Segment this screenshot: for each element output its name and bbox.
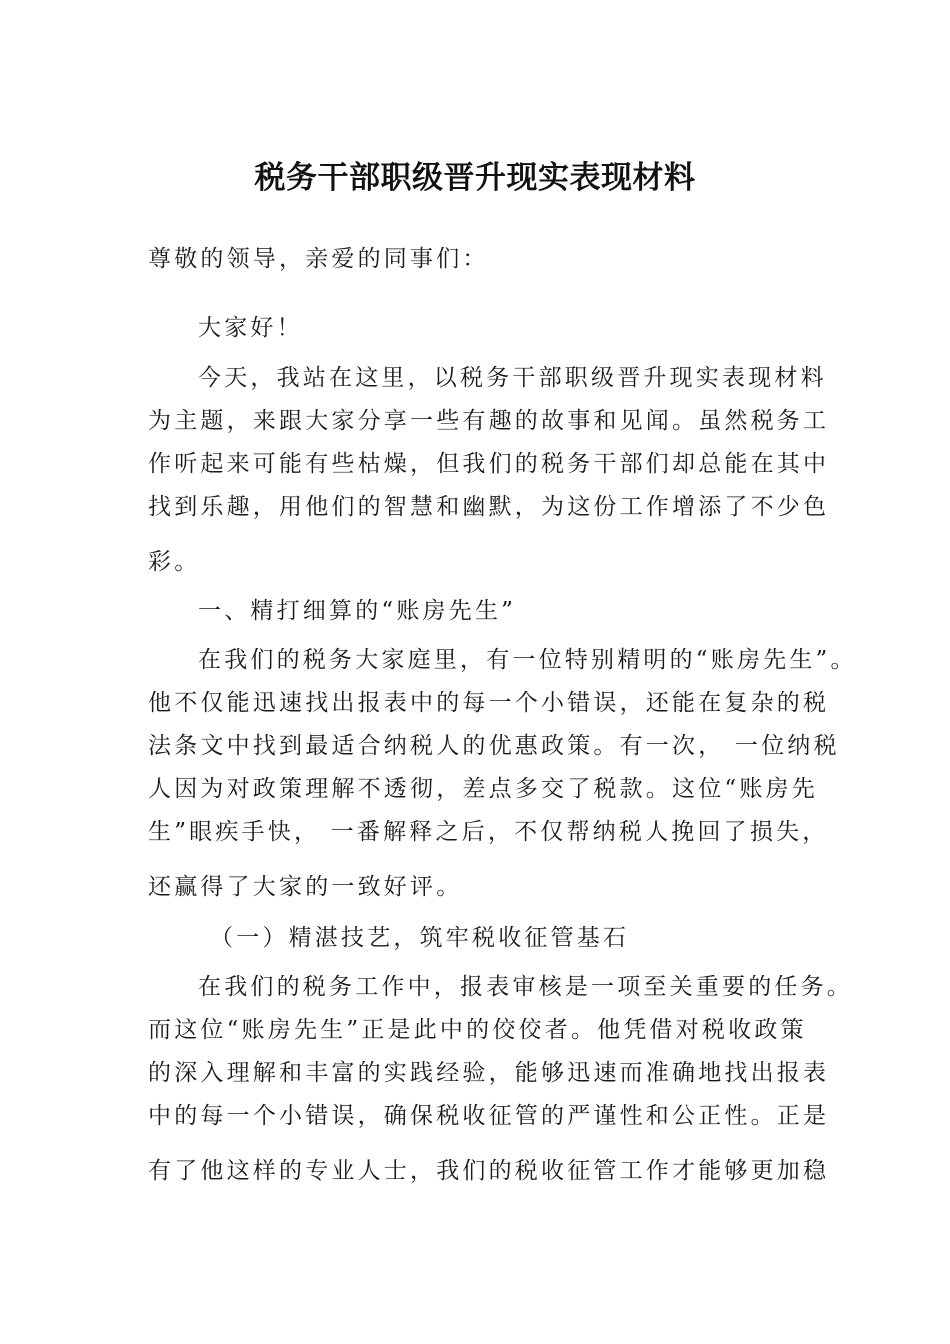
paragraph-line: 彩。 bbox=[148, 549, 201, 575]
paragraph-line: 人因为对政策理解不透彻，差点多交了税款。这位“账房先 bbox=[148, 776, 818, 802]
paragraph-line: 他不仅能迅速找出报表中的每一个小错误，还能在复杂的税 bbox=[148, 690, 830, 716]
paragraph-line: 作听起来可能有些枯燥，但我们的税务干部们却总能在其中 bbox=[148, 451, 830, 477]
greeting: 大家好！ bbox=[198, 315, 303, 341]
paragraph-line: 今天，我站在这里，以税务干部职级晋升现实表现材料 bbox=[198, 365, 827, 391]
paragraph-line: 在我们的税务大家庭里，有一位特别精明的“账房先生”。 bbox=[198, 647, 857, 673]
section-heading: 一、精打细算的“账房先生” bbox=[198, 598, 517, 624]
paragraph-line: 在我们的税务工作中，报表审核是一项至关重要的任务。 bbox=[198, 974, 853, 1000]
paragraph-line: 还赢得了大家的一致好评。 bbox=[148, 874, 463, 900]
paragraph-line: 的深入理解和丰富的实践经验，能够迅速而准确地找出报表 bbox=[148, 1060, 830, 1086]
paragraph-line: 找到乐趣，用他们的智慧和幽默，为这份工作增添了不少色 bbox=[148, 494, 830, 520]
paragraph-line: 有了他这样的专业人士，我们的税收征管工作才能够更加稳 bbox=[148, 1158, 830, 1184]
paragraph-line: 中的每一个小错误，确保税收征管的严谨性和公正性。正是 bbox=[148, 1103, 830, 1129]
paragraph-line: 生”眼疾手快， 一番解释之后，不仅帮纳税人挽回了损失， bbox=[148, 819, 829, 845]
paragraph-line: 法条文中找到最适合纳税人的优惠政策。有一次， 一位纳税 bbox=[148, 733, 840, 759]
salutation: 尊敬的领导，亲爱的同事们： bbox=[148, 246, 489, 272]
paragraph-line: 为主题，来跟大家分享一些有趣的故事和见闻。虽然税务工 bbox=[148, 408, 830, 434]
document-title: 税务干部职级晋升现实表现材料 bbox=[254, 160, 696, 196]
subsection-heading: （一）精湛技艺，筑牢税收征管基石 bbox=[210, 925, 630, 951]
paragraph-line: 而这位“账房先生”正是此中的佼佼者。他凭借对税收政策 bbox=[148, 1017, 807, 1043]
